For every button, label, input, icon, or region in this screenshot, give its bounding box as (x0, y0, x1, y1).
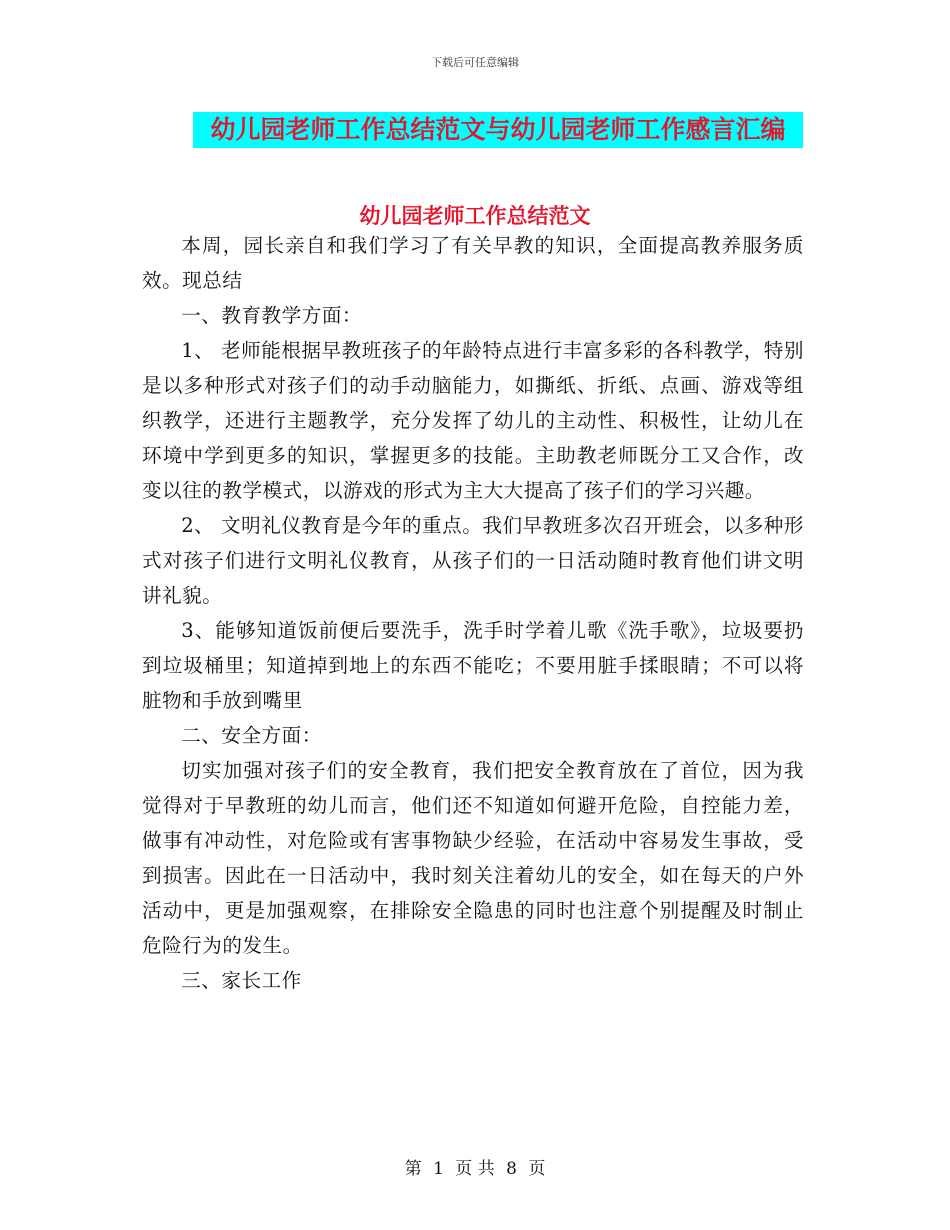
footer-prefix: 第 (404, 1159, 422, 1179)
section-title: 幼儿园老师工作总结范文 (359, 204, 591, 228)
paragraph-intro: 本周，园长亲自和我们学习了有关早教的知识，全面提高教养服务质效。现总结 (142, 234, 804, 292)
document-body (142, 228, 804, 998)
page-footer (0, 1154, 950, 1179)
footer-suffix: 页 (528, 1159, 546, 1179)
paragraph-teaching-2: 2、 文明礼仪教育是今年的重点。我们早教班多次召开班会，以多种形式对孩子们进行文明礼仪教育，从孩子们的一日活动随时教育他们讲文明讲礼貌。 (142, 514, 804, 607)
document-title: 幼儿园老师工作总结范文与幼儿园老师工作感言汇编 (193, 112, 803, 148)
footer-page-number: 1 (433, 1159, 444, 1179)
heading-teaching: 一、教育教学方面： (181, 304, 363, 327)
paragraph-safety: 切实加强对孩子们的安全教育，我们把安全教育放在了首位，因为我觉得对于早教班的幼儿而言，他们还不知道如何避开危险，自控能力差，做事有冲动性，对危险或有害事物缺少经验，在活动中容易发生事故，受到损害。因此在一日活动中，我时刻关注着幼儿的安全，如在每天的户外活动中，更是加强观察，在排除安全隐患的同时也注意个别提醒及时制止危险行为的发生。 (142, 759, 804, 957)
paragraph-teaching-1: 1、 老师能根据早教班孩子的年龄特点进行丰富多彩的各科教学，特别是以多种形式对孩子们的动手动脑能力，如撕纸、折纸、点画、游戏等组织教学，还进行主题教学，充分发挥了幼儿的主动性、积极性，让幼儿在环境中学到更多的知识，掌握更多的技能。主助教老师既分工又合作，改变以往的教学模式，以游戏的形式为主大大提高了孩子们的学习兴趣。 (142, 339, 804, 502)
header-note: 下载后可任意编辑 (431, 56, 519, 69)
heading-parents: 三、家长工作 (181, 969, 302, 992)
paragraph-teaching-3: 3、能够知道饭前便后要洗手，洗手时学着儿歌《洗手歌》，垃圾要扔到垃圾桶里；知道掉到地上的东西不能吃；不要用脏手揉眼睛；不可以将脏物和手放到嘴里 (142, 619, 804, 712)
footer-total-pages: 8 (506, 1159, 517, 1179)
heading-safety: 二、安全方面： (181, 724, 322, 747)
footer-middle: 页 共 (455, 1159, 495, 1179)
